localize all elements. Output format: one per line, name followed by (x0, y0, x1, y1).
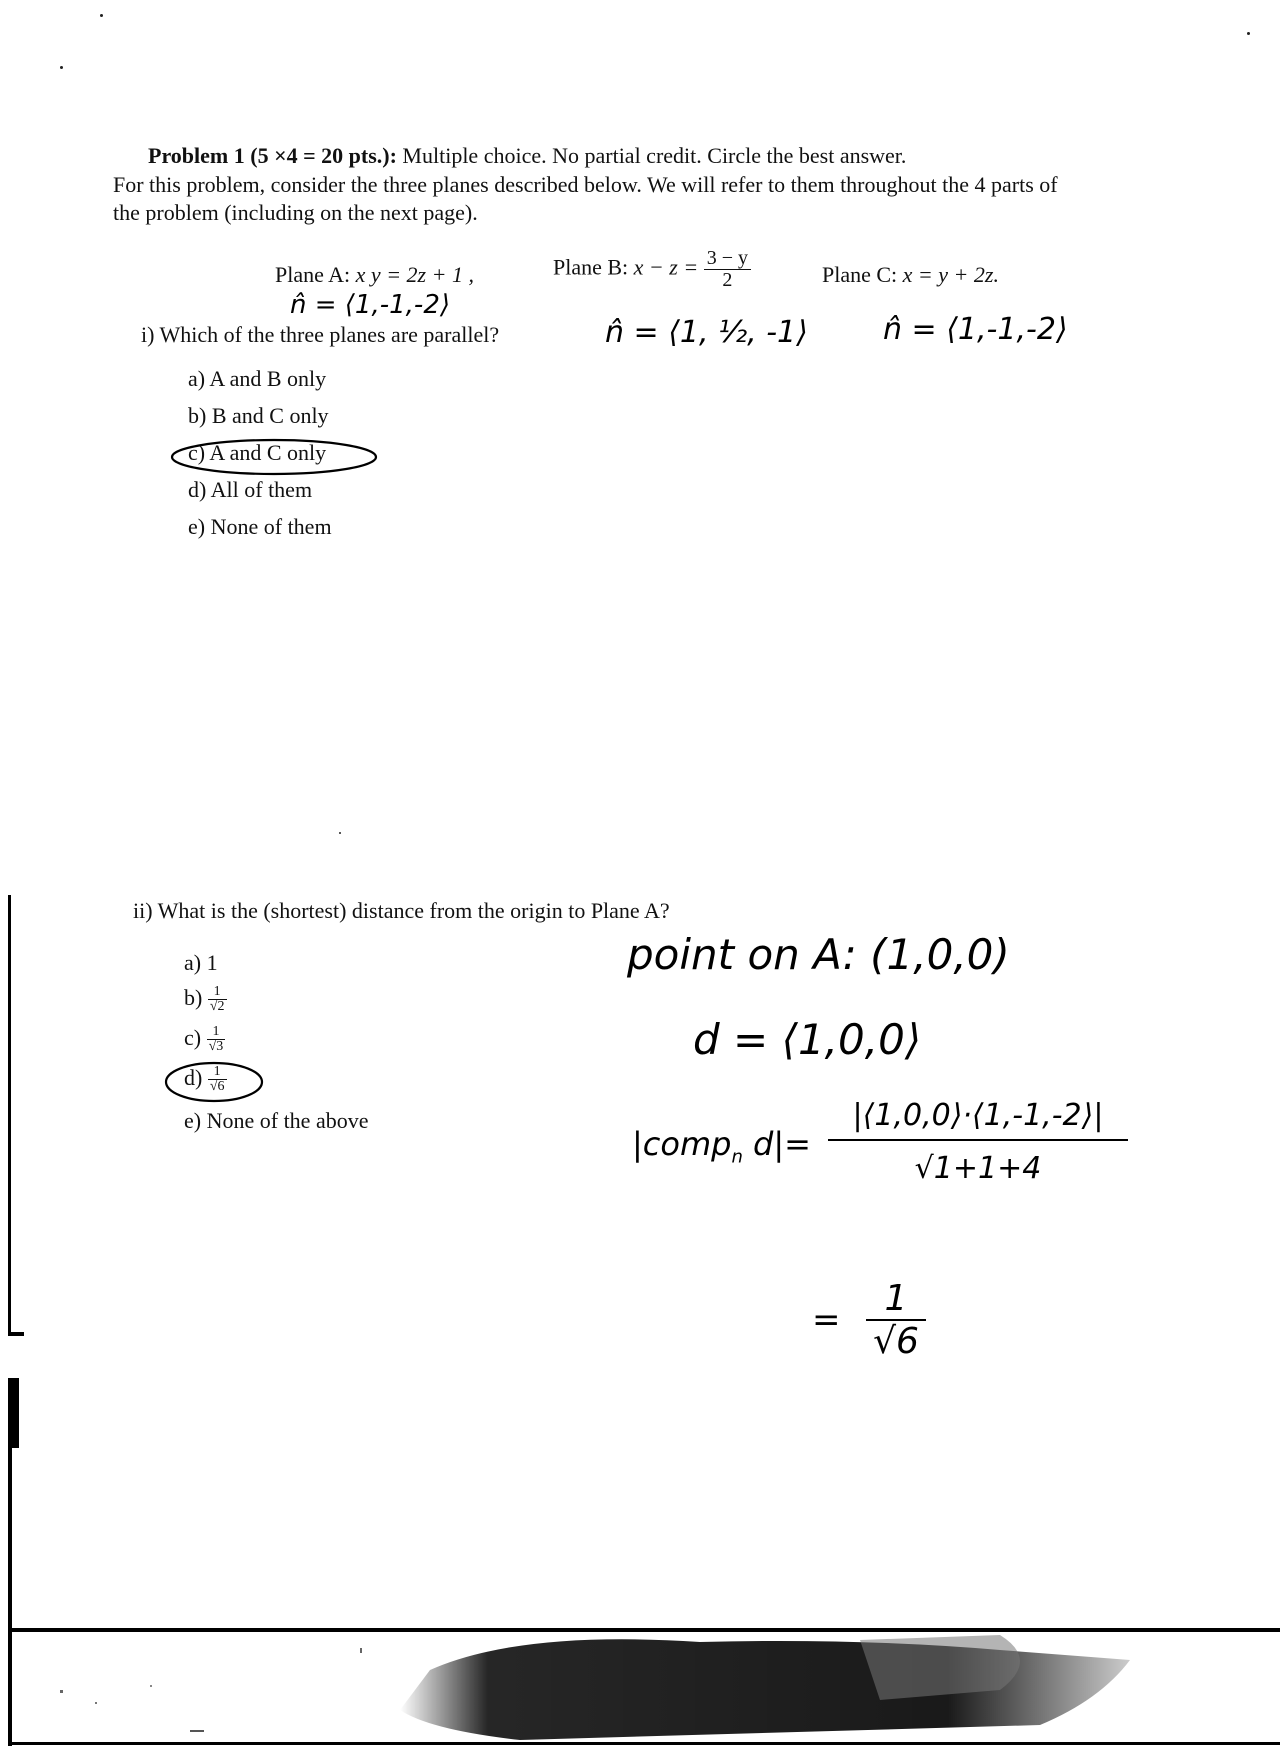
option-letter: d) (184, 1065, 203, 1090)
plane-c-label: Plane C: (822, 262, 898, 287)
scan-edge-line (8, 895, 11, 1335)
handwritten-normal-c: n̂ = ⟨1,-1,-2⟩ (883, 312, 1068, 347)
plane-a-eq: x y = 2z + 1 , (355, 262, 474, 287)
comp-denominator: √1+1+4 (914, 1151, 1042, 1186)
option-fraction (207, 1025, 226, 1054)
comp-numerator: |⟨1,0,0⟩·⟨1,-1,-2⟩| (828, 1098, 1128, 1141)
frac-den: √3 (208, 1039, 224, 1055)
handwritten-equals: = (812, 1300, 841, 1340)
part2-option-b[interactable] (184, 985, 227, 1014)
comp-d: d|= (753, 1125, 811, 1163)
scan-speck (100, 14, 103, 17)
option-letter: b) (184, 985, 203, 1010)
option-letter: c) (188, 440, 206, 465)
plane-b-equation (553, 248, 751, 291)
option-text: All of them (210, 477, 313, 502)
comp-text: |comp (632, 1125, 732, 1163)
scan-smudge (0, 1630, 1280, 1744)
scan-speck (60, 66, 63, 69)
scan-edge-line (8, 1332, 24, 1336)
option-text: A and C only (209, 440, 327, 465)
problem-instructions: Multiple choice. No partial credit. Circle the best answer. (402, 143, 907, 168)
frac-den: √6 (209, 1079, 225, 1095)
problem-intro-line-1: For this problem, consider the three planes described below. We will refer to them throughout the 4 parts of (113, 172, 1058, 197)
plane-b-fraction (704, 248, 751, 291)
frac-den: √2 (209, 999, 225, 1015)
part2-answer-circle (162, 1058, 266, 1106)
handwritten-result-fraction (866, 1278, 926, 1362)
part1-option-a[interactable] (188, 360, 332, 397)
part1-option-e[interactable] (188, 508, 332, 545)
part2-option-e[interactable] (184, 1108, 368, 1134)
problem-heading-line (148, 143, 906, 169)
option-text: B and C only (211, 403, 329, 428)
plane-b-eq-left: x − z = (633, 254, 699, 280)
result-denominator: √6 (873, 1321, 919, 1362)
plane-c-equation (822, 262, 999, 288)
handwritten-comp-fraction (828, 1098, 1128, 1186)
option-letter: e) (184, 1108, 202, 1133)
result-numerator: 1 (866, 1278, 926, 1321)
frac-num: 1 (207, 1025, 226, 1040)
option-letter: b) (188, 403, 207, 428)
part1-question: i) Which of the three planes are parallel? (141, 322, 500, 347)
handwritten-normal-b: n̂ = ⟨1, ½, -1⟩ (605, 315, 808, 350)
scan-edge-block (8, 1378, 19, 1448)
plane-b-frac-den: 2 (722, 269, 733, 291)
part1-option-b[interactable] (188, 397, 332, 434)
option-text: A and B only (209, 366, 327, 391)
part1-answer-circle (168, 435, 383, 479)
option-letter: d) (188, 477, 207, 502)
handwritten-point-on-a: point on A: (1,0,0) (627, 930, 1010, 979)
plane-c-eq: x = y + 2z. (902, 262, 999, 287)
problem-heading: Problem 1 (5 ×4 = 20 pts.): (148, 143, 397, 168)
problem-intro-line-2: the problem (including on the next page). (113, 200, 478, 225)
option-fraction (208, 985, 227, 1014)
part2-option-a[interactable] (184, 950, 218, 976)
frac-num: 1 (208, 1065, 227, 1080)
option-letter: a) (184, 950, 202, 975)
option-letter: a) (188, 366, 206, 391)
part2-option-c[interactable] (184, 1025, 225, 1054)
handwritten-normal-a: n̂ = ⟨1,-1,-2⟩ (290, 290, 450, 320)
option-letter: e) (188, 514, 206, 539)
frac-num: 1 (208, 985, 227, 1000)
part2-question: ii) What is the (shortest) distance from the origin to Plane A? (133, 898, 670, 923)
scan-speck (339, 832, 341, 834)
handwritten-d-vector: d = ⟨1,0,0⟩ (693, 1015, 922, 1064)
plane-b-frac-num: 3 − y (704, 248, 751, 270)
option-letter: c) (184, 1025, 202, 1050)
option-text: None of the above (206, 1108, 369, 1133)
plane-a-equation (275, 262, 474, 288)
plane-b-label: Plane B: (553, 254, 629, 280)
option-text: 1 (206, 950, 218, 975)
comp-subscript: n (731, 1146, 743, 1168)
scan-speck (1247, 32, 1250, 35)
handwritten-comp-label (632, 1125, 811, 1167)
plane-a-label: Plane A: (275, 262, 351, 287)
option-text: None of them (210, 514, 332, 539)
